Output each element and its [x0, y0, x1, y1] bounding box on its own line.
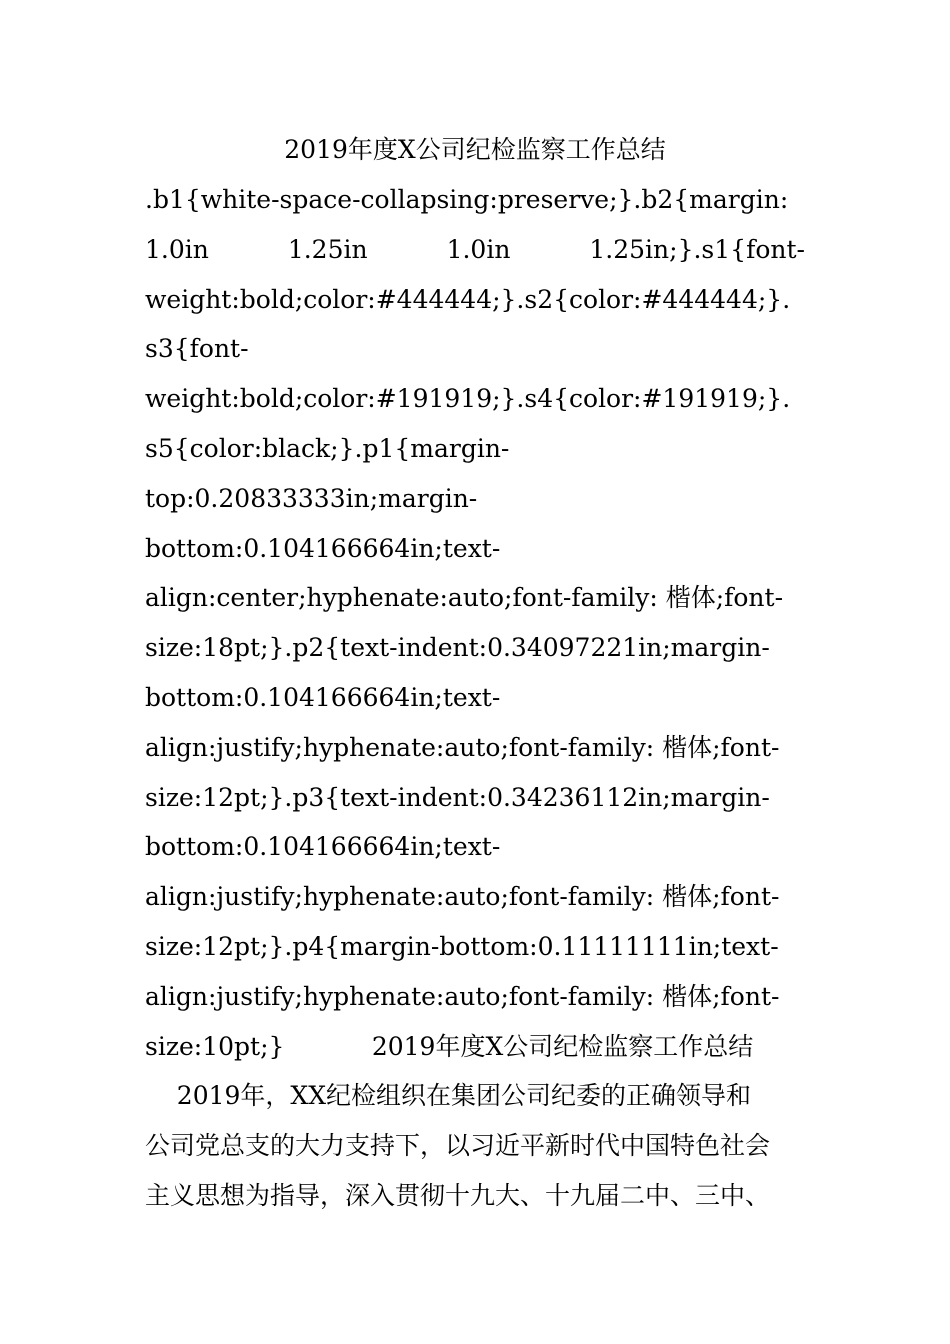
text-line-margins: [145, 225, 805, 275]
text-line: s5{color:black;}.p1{margin-: [145, 433, 510, 463]
text-line: size:12pt;}.p3{text-indent:0.34236112in;margin-: [145, 782, 770, 812]
text-line: align:justify;hyphenate:auto;font-family: 楷体;font-: [145, 732, 780, 762]
margin-value: 1.0in: [446, 234, 511, 264]
text-line: size:12pt;}.p4{margin-bottom:0.11111111in;text-: [145, 931, 779, 961]
margin-value: 1.0in: [145, 234, 209, 264]
text-line: top:0.20833333in;margin-: [145, 483, 478, 513]
document-title: 2019年度X公司纪检监察工作总结: [284, 135, 666, 164]
text-line: bottom:0.104166664in;text-: [145, 533, 501, 563]
text-line: align:justify;hyphenate:auto;font-family: 楷体;font-: [145, 981, 780, 1011]
paragraph-line: 公司党总支的大力支持下，以习近平新时代中国特色社会: [145, 1131, 771, 1161]
paragraph-line: 主义思想为指导，深入贯彻十九大、十九届二中、三中、: [145, 1180, 771, 1210]
text-line: s3{font-: [145, 334, 249, 364]
text-line: align:justify;hyphenate:auto;font-family: 楷体;font-: [145, 882, 780, 912]
text-line: size:18pt;}.p2{text-indent:0.34097221in;margin-: [145, 633, 770, 663]
text-line: .b1{white-space-collapsing:preserve;}.b2{margin:: [145, 185, 789, 214]
margin-value: 1.25in: [287, 234, 368, 264]
document-body: [145, 175, 805, 1221]
text-line: weight:bold;color:#191919;}.s4{color:#191919;}.: [145, 384, 791, 414]
text-line: align:center;hyphenate:auto;font-family: 楷体;font-: [145, 583, 784, 613]
text-line: size:10pt;} 2019年度X公司纪检监察工作总结: [145, 1031, 754, 1061]
paragraph-line: 2019年，XX纪检组织在集团公司纪委的正确领导和: [145, 1081, 752, 1111]
text-line: bottom:0.104166664in;text-: [145, 682, 501, 712]
text-line: bottom:0.104166664in;text-: [145, 832, 501, 862]
margin-value: 1.25in;}.s1{font-: [589, 234, 805, 264]
text-line: weight:bold;color:#444444;}.s2{color:#444444;}.: [145, 284, 791, 314]
